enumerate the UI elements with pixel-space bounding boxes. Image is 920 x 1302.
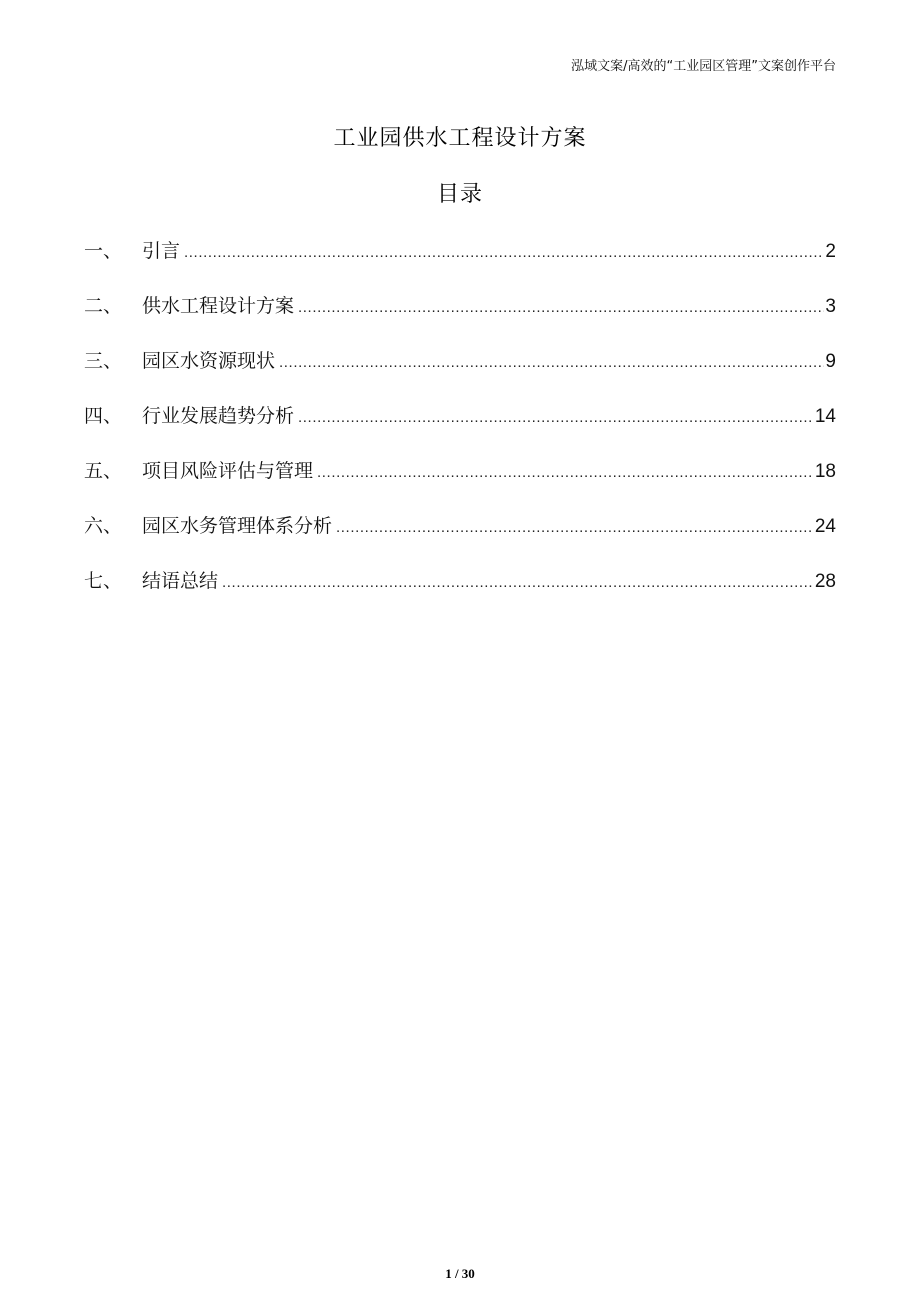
toc-entry-page: 28 bbox=[814, 571, 836, 592]
toc-entry-water-resources[interactable] bbox=[84, 346, 836, 401]
toc-entry-number: 二、 bbox=[84, 295, 123, 317]
toc-dot-leader bbox=[184, 238, 824, 268]
toc-entry-page: 3 bbox=[825, 296, 836, 317]
toc-entry-title: 项目风险评估与管理 bbox=[142, 460, 314, 482]
toc-entry-risk-assessment[interactable] bbox=[84, 456, 836, 511]
toc-entry-number: 三、 bbox=[84, 350, 123, 372]
toc-entry-page: 2 bbox=[825, 241, 836, 262]
toc-entry-number: 一、 bbox=[84, 240, 123, 262]
toc-entry-industry-trends[interactable] bbox=[84, 401, 836, 456]
page-number-footer: 1 / 30 bbox=[445, 1266, 475, 1281]
toc-entry-number: 六、 bbox=[84, 515, 123, 537]
toc-dot-leader bbox=[317, 458, 814, 488]
toc-entry-page: 24 bbox=[814, 516, 836, 537]
toc-entry-number: 五、 bbox=[84, 460, 123, 482]
page-header: 泓域文案/高效的“工业园区管理”文案创作平台 bbox=[571, 59, 836, 74]
toc-dot-leader bbox=[298, 403, 814, 433]
toc-entry-title: 行业发展趋势分析 bbox=[142, 405, 295, 427]
toc-dot-leader bbox=[336, 513, 814, 543]
toc-dot-leader bbox=[279, 348, 824, 378]
toc-entry-page: 18 bbox=[814, 461, 836, 482]
toc-entry-introduction[interactable] bbox=[84, 236, 836, 291]
toc-entry-number: 七、 bbox=[84, 570, 123, 592]
toc-entry-design-plan[interactable] bbox=[84, 291, 836, 346]
table-of-contents bbox=[84, 236, 836, 621]
toc-entry-title: 园区水资源现状 bbox=[142, 350, 276, 372]
toc-entry-title: 引言 bbox=[142, 240, 181, 262]
document-title: 工业园供水工程设计方案 bbox=[333, 126, 587, 151]
toc-entry-page: 9 bbox=[825, 351, 836, 372]
toc-heading: 目录 bbox=[436, 182, 483, 207]
toc-entry-title: 结语总结 bbox=[142, 570, 219, 592]
toc-entry-water-management[interactable] bbox=[84, 511, 836, 566]
toc-entry-title: 供水工程设计方案 bbox=[142, 295, 295, 317]
toc-entry-number: 四、 bbox=[84, 405, 123, 427]
toc-dot-leader bbox=[298, 293, 824, 323]
toc-entry-conclusion[interactable] bbox=[84, 566, 836, 621]
toc-dot-leader bbox=[222, 568, 814, 598]
toc-entry-title: 园区水务管理体系分析 bbox=[142, 515, 333, 537]
toc-entry-page: 14 bbox=[814, 406, 836, 427]
